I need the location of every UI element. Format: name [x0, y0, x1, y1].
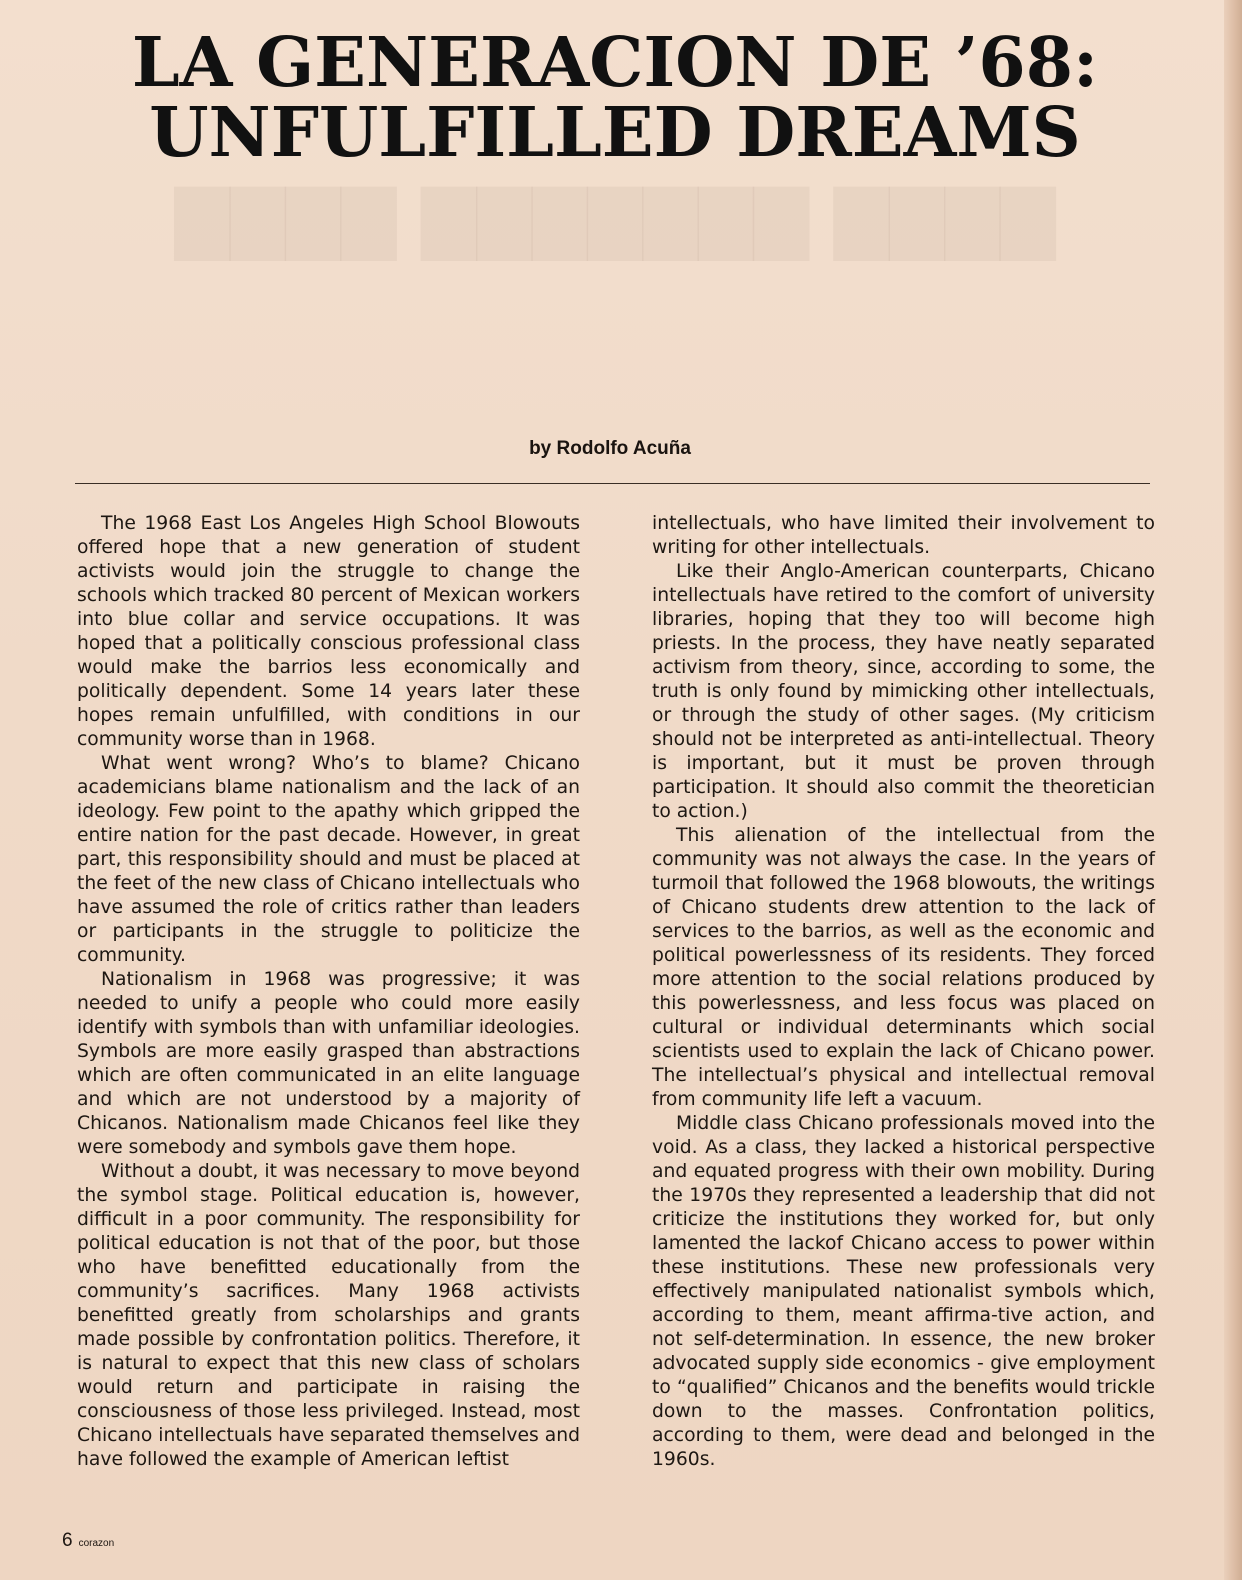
page-number: 6 [62, 1530, 73, 1551]
divider-rule [75, 483, 1150, 484]
paragraph: What went wrong? Who’s to blame? Chicano academicians blame nationalism and the lack of an ideology. Few point to the apathy which gripped the entire nation for the past decade. However, in great part, this responsibility should and must be placed at the feet of the new class of Chicano intellectuals who have assumed the role of critics rather than leaders or participants in the struggle to politicize the community. [77, 753, 580, 966]
article-title [60, 23, 1170, 173]
page-footer [62, 1530, 114, 1552]
paragraph: This alienation of the intellectual from the community was not always the case. In the years of turmoil that followed the 1968 blowouts, the writings of Chicano students drew attention to the lack of services to the barrios, as well as the economic and political powerlessness of its residents. They forced more attention to the social relations produced by this powerlessness, and less focus was placed on cultural or individual determinants which social scientists used to explain the lack of Chicano power. The intellectual’s physical and intellectual removal from community life left a vacuum. [652, 825, 1155, 1110]
body-column-right [652, 512, 1155, 1502]
paragraph: The 1968 East Los Angeles High School Blowouts offered hope that a new generation of student activists would join the struggle to change the schools which tracked 80 percent of Mexican workers into blue collar and service occupations. It was hoped that a politically conscious professional class would make the barrios less economically and politically dependent. Some 14 years later these hopes remain unfulfilled, with conditions in our community worse than in 1968. [77, 513, 580, 750]
body-column-left [77, 512, 580, 1512]
title-line-2: UNFULFILLED DREAMS [149, 93, 1081, 173]
paragraph: Nationalism in 1968 was progressive; it was needed to unify a people who could more easily identify with symbols than with unfamiliar ideologies. Symbols are more easily grasped than abstractions which are often communicated in an elite language and which are not understood by a majority of Chicanos. Nationalism made Chicanos feel like they were somebody and symbols gave them hope. [77, 969, 580, 1158]
page-edge-shadow [1224, 0, 1242, 1580]
bleed-through-ghost: ▇▇▇▇ ▇▇▇▇▇▇▇ ▇▇▇▇ [174, 175, 1056, 260]
paragraph: Like their Anglo-American counterparts, Chicano intellectuals have retired to the comfort of university libraries, hoping that they too will become high priests. In the process, they have neatly separated activism from theory, since, according to some, the truth is only found by mimicking other intellectuals, or through the study of other sages. (My criticism should not be interpreted as anti-intellectual. Theory is important, but it must be proven through participation. It should also commit the theoretician to action.) [652, 561, 1155, 822]
magazine-name: corazon [78, 1538, 115, 1549]
title-line-1: LA GENERACION DE ’68: [131, 23, 1099, 103]
paragraph-continuation: intellectuals, who have limited their involvement to writing for other intellectuals. [652, 513, 1155, 558]
paragraph: Without a doubt, it was necessary to move beyond the symbol stage. Political education is, however, difficult in a poor community. The responsibility for political education is not that of the poor, but those who have benefitted educationally from the community’s sacrifices. Many 1968 activists benefitted greatly from scholarships and grants made possible by confrontation politics. Therefore, it is natural to expect that this new class of scholars would return and participate in raising the consciousness of those less privileged. Instead, most Chicano intellectuals have separated themselves and have followed the example of American leftist [77, 1161, 580, 1470]
byline: by Rodolfo Acuña [529, 438, 691, 459]
paragraph: Middle class Chicano professionals moved into the void. As a class, they lacked a historical perspective and equated progress with their own mobility. During the 1970s they represented a leadership that did not criticize the institutions they worked for, but only lamented the lackof Chicano access to power within these institutions. These new professionals very effectively manipulated nationalist symbols which, according to them, meant affirma-tive action, and not self-determination. In essence, the new broker advocated supply side economics - give employment to “qualified” Chicanos and the benefits would trickle down to the masses. Confrontation politics, according to them, were dead and belonged in the 1960s. [652, 1113, 1155, 1470]
